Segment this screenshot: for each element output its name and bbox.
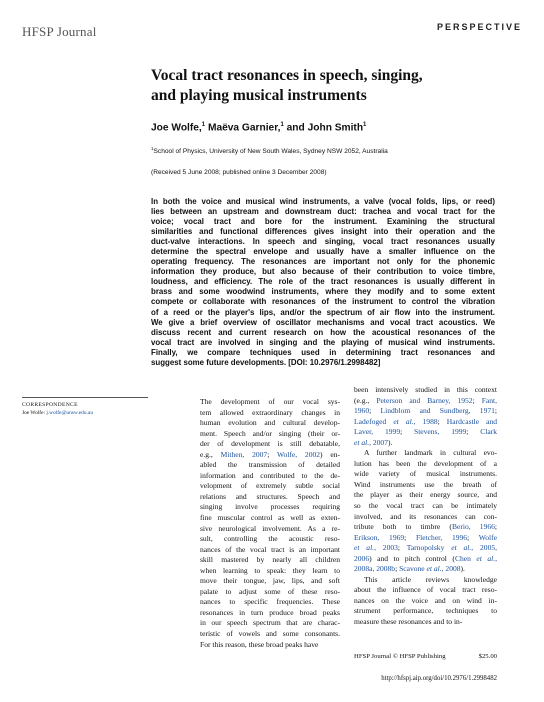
body-text: der of development is still debatable, bbox=[200, 439, 340, 449]
footer-journal: HFSP Journal © HFSP Publishing bbox=[354, 653, 446, 660]
body-line bbox=[354, 522, 497, 533]
body-line bbox=[200, 608, 340, 619]
body-text: e.g., bbox=[200, 449, 221, 459]
body-text: been intensively studied in this context bbox=[354, 385, 497, 394]
body-text: sult, controlling the acoustic reso- bbox=[200, 534, 340, 544]
body-text: ). bbox=[460, 564, 465, 574]
body-line bbox=[200, 397, 340, 408]
body-line bbox=[354, 554, 497, 565]
author-affiliation-mark: 1 bbox=[363, 122, 367, 128]
correspondence-name: Joe Wolfe: bbox=[22, 410, 47, 416]
citation-link[interactable]: Wolfe bbox=[478, 532, 497, 542]
body-text: the player as their energy source, and bbox=[354, 490, 497, 500]
body-line bbox=[354, 396, 497, 407]
section-label: PERSPECTIVE bbox=[436, 22, 522, 32]
abstract-line: voice; vocal tract and bore for the instrument. Examining the structural bbox=[151, 217, 495, 227]
body-text: human evolution and cultural develop- bbox=[200, 418, 340, 428]
body-text: ; bbox=[395, 564, 400, 574]
citation-link[interactable]: Wolfe, 2002 bbox=[276, 449, 321, 459]
body-text: nances to specific frequencies. These bbox=[200, 597, 340, 607]
abstract-line: brass and some woodwind instruments, where they modify and to some extent bbox=[151, 287, 495, 297]
author-affiliation-mark: 1 bbox=[201, 122, 206, 128]
body-text: ; bbox=[494, 406, 497, 416]
body-line bbox=[200, 450, 340, 461]
citation-link[interactable]: , 2007 bbox=[369, 437, 388, 447]
body-text: ). bbox=[387, 437, 393, 447]
body-line bbox=[200, 576, 340, 587]
affiliation-text: School of Physics, University of New South Wales, Sydney NSW 2052, Australia bbox=[153, 148, 388, 156]
body-text: ; bbox=[404, 532, 416, 542]
author-name: and John Smith bbox=[286, 122, 364, 134]
body-line bbox=[200, 524, 340, 535]
body-text: ; bbox=[400, 427, 415, 437]
body-text: The development of our vocal sys- bbox=[200, 397, 340, 406]
citation-link[interactable]: , 1988 bbox=[413, 416, 438, 426]
body-line bbox=[200, 471, 340, 482]
body-line bbox=[354, 512, 497, 523]
body-text: wide variety of musical instruments. bbox=[354, 469, 497, 479]
body-text: measure these resonances and to in- bbox=[354, 617, 463, 627]
body-line bbox=[200, 429, 340, 440]
body-text: skill mastered by nearly all children bbox=[200, 555, 340, 565]
body-line bbox=[200, 513, 340, 524]
body-line bbox=[200, 418, 340, 429]
body-text: ; bbox=[466, 427, 481, 437]
body-text: ; bbox=[397, 543, 407, 553]
body-line bbox=[354, 575, 497, 586]
citation-link[interactable]: , bbox=[495, 553, 497, 563]
body-text: Wind instruments use the breath of bbox=[354, 479, 497, 489]
body-line bbox=[354, 469, 497, 480]
abstract-line: vocal tract are involved in singing and the playing of musical wind instruments. bbox=[151, 337, 495, 347]
abstract-line: duct-valve interactions. In speech and singing, vocal tract resonances usually bbox=[151, 237, 495, 247]
author-list bbox=[151, 122, 366, 133]
body-line bbox=[200, 492, 340, 503]
title-line: Vocal tract resonances in speech, singing, bbox=[151, 67, 423, 84]
body-line bbox=[354, 543, 497, 554]
body-text: singing involve processes requiring bbox=[200, 502, 340, 512]
abstract-line: Finally, we compare techniques used in determining tract resonances and bbox=[151, 347, 495, 357]
body-text: ) and to pitch control ( bbox=[369, 553, 455, 563]
abstract-line: discuss recent and current research on how the acoustical resonances of the bbox=[151, 327, 495, 337]
abstract-line: information they produce, but also because of their contribution to voice timbre, bbox=[151, 267, 495, 277]
body-column-right bbox=[354, 385, 497, 628]
body-line bbox=[354, 480, 497, 491]
citation-link[interactable]: Tarnopolsky bbox=[406, 543, 452, 553]
body-line bbox=[354, 596, 497, 607]
body-text: move their tongue, jaw, lips, and soft bbox=[200, 576, 340, 586]
body-text: fine muscular control as well as exten- bbox=[200, 513, 340, 523]
body-line bbox=[354, 459, 497, 470]
citation-link[interactable]: Fletcher, 1996 bbox=[415, 532, 468, 542]
body-text: relations and structures. Speech and bbox=[200, 491, 340, 501]
body-line bbox=[200, 587, 340, 598]
body-line bbox=[354, 448, 497, 459]
body-text: about the influence of vocal tract reso- bbox=[354, 585, 497, 595]
body-line bbox=[200, 408, 340, 419]
body-line bbox=[354, 606, 497, 617]
body-line bbox=[200, 629, 340, 640]
body-text: teristic of vowels and some consonants. bbox=[200, 629, 340, 639]
abstract-line: similarities and functional differences gives insight into their operation and the bbox=[151, 227, 495, 237]
body-line bbox=[200, 618, 340, 629]
body-line bbox=[200, 534, 340, 545]
abstract-line: We give a brief overview of oscillator mechanisms and vocal tract acoustics. We bbox=[151, 317, 495, 327]
doi-url[interactable]: http://hfspj.aip.org/doi/10.2976/1.2998482 bbox=[381, 675, 497, 682]
abstract-line: suggest some future developments. [DOI: 10.2976/1.2998482] bbox=[151, 357, 381, 367]
body-line bbox=[200, 566, 340, 577]
body-line bbox=[200, 481, 340, 492]
citation-link[interactable]: Stevens, 1999 bbox=[414, 427, 467, 437]
citation-link[interactable]: et al. bbox=[393, 416, 414, 426]
body-line bbox=[200, 460, 340, 471]
citation-link[interactable]: et al. bbox=[354, 437, 370, 447]
body-line bbox=[200, 555, 340, 566]
body-text: involved, and its resonances can con- bbox=[354, 511, 497, 521]
body-text: For this reason, these broad peaks have bbox=[200, 639, 319, 649]
citation-link[interactable]: et al. bbox=[426, 564, 442, 574]
body-line bbox=[354, 438, 497, 449]
citation-link[interactable]: 2008a, 2008b bbox=[354, 564, 396, 574]
citation-link[interactable]: , 2003 bbox=[374, 543, 398, 553]
affiliation-mark: 1 bbox=[151, 146, 154, 151]
body-line bbox=[354, 427, 497, 438]
citation-link[interactable]: et al. bbox=[451, 543, 472, 553]
citation-link[interactable]: Erikson, 1969 bbox=[354, 532, 405, 542]
body-line bbox=[354, 617, 497, 628]
footer-price: $25.00 bbox=[478, 653, 497, 660]
body-text: A further landmark in cultural evo- bbox=[364, 448, 497, 458]
body-text: ; bbox=[494, 522, 497, 532]
body-text: ; bbox=[437, 416, 447, 426]
body-text: when learning to speak: they learn to bbox=[200, 565, 340, 575]
body-line bbox=[354, 564, 497, 575]
body-text: ; bbox=[467, 532, 479, 542]
body-line bbox=[200, 597, 340, 608]
citation-link[interactable]: , 2008 bbox=[441, 564, 461, 574]
citation-link[interactable]: Peterson and Barney, 1952 bbox=[376, 395, 473, 405]
body-line bbox=[354, 490, 497, 501]
correspondence-email[interactable]: j.wolfe@unsw.edu.au bbox=[46, 410, 94, 416]
body-text: lution has been the development of a bbox=[354, 458, 497, 468]
article-title bbox=[151, 66, 491, 106]
body-text: ; bbox=[472, 395, 482, 405]
citation-link[interactable]: Clark bbox=[480, 427, 497, 437]
citation-link[interactable]: Ladefoged bbox=[354, 416, 394, 426]
abstract-line: lies between an upstream and downstream duct: trachea and vocal tract for the bbox=[151, 207, 495, 217]
correspondence-divider bbox=[22, 397, 148, 398]
body-text: so the vocal tract can be intimately bbox=[354, 501, 497, 511]
body-text: palate to adjust some of these reso- bbox=[200, 586, 340, 596]
citation-link[interactable]: 2006 bbox=[354, 553, 370, 563]
body-text: velopment of extremely subtle social bbox=[200, 481, 340, 491]
citation-link[interactable]: , 2005, bbox=[471, 543, 498, 553]
journal-name: HFSP Journal bbox=[22, 24, 97, 39]
body-text: resonances in turn produce broad peaks bbox=[200, 607, 340, 617]
abstract-line: operating frequency. The resonances are important not only for the phonemic bbox=[151, 257, 495, 267]
body-text: nances of the vocal tract is an important bbox=[200, 544, 340, 554]
abstract bbox=[151, 197, 495, 368]
body-line bbox=[354, 406, 497, 417]
affiliation bbox=[151, 146, 388, 155]
body-line bbox=[200, 545, 340, 556]
body-text: strument performance, techniques to bbox=[354, 606, 497, 616]
body-column-left bbox=[200, 397, 340, 650]
author-affiliation-mark: 1 bbox=[280, 122, 284, 128]
body-line bbox=[354, 417, 497, 428]
body-line bbox=[354, 385, 497, 396]
body-line bbox=[200, 502, 340, 513]
publication-dates: (Received 5 June 2008; published online 3 December 2008) bbox=[151, 169, 327, 176]
correspondence-heading: CORRESPONDENCE bbox=[22, 402, 78, 408]
abstract-line: loudness, and efficiency. The role of the tract resonances is usually different in bbox=[151, 277, 495, 287]
citation-link[interactable]: Hardcastle and bbox=[446, 416, 498, 426]
body-line bbox=[354, 501, 497, 512]
citation-link[interactable]: 1960 bbox=[354, 406, 370, 416]
body-text: information and contributed to the de- bbox=[200, 470, 340, 480]
citation-link[interactable]: Berio, 1966 bbox=[451, 522, 495, 532]
citation-link[interactable]: Laver, 1999 bbox=[354, 427, 401, 437]
citation-link[interactable]: Fant, bbox=[481, 395, 497, 405]
body-line bbox=[354, 585, 497, 596]
citation-link[interactable]: Chen bbox=[454, 553, 477, 563]
abstract-line: determine the spectral envelope and usually have a smaller influence on the bbox=[151, 247, 495, 257]
abstract-line: of a reed or the player's lips, and/or the spectrum of air flow into the instrument. bbox=[151, 307, 495, 317]
body-text: ) en- bbox=[320, 449, 340, 459]
body-line bbox=[354, 533, 497, 544]
body-text: tem allowed extraordinary changes in bbox=[200, 407, 340, 417]
body-text: ment. Speech and/or singing (their or- bbox=[200, 428, 340, 438]
body-text: tribute both to timbre ( bbox=[354, 522, 452, 532]
citation-link[interactable]: et al. bbox=[476, 553, 496, 563]
author-name: Maëva Garnier, bbox=[207, 122, 281, 134]
body-line bbox=[200, 439, 340, 450]
citation-link[interactable]: et al. bbox=[354, 543, 375, 553]
body-text: ; bbox=[267, 449, 277, 459]
citation-link[interactable]: Scavone bbox=[399, 564, 427, 574]
body-text: in our speech spectrum that are charac- bbox=[200, 618, 340, 628]
body-text: sive neurological involvement. As a re- bbox=[200, 523, 340, 533]
author-name: Joe Wolfe, bbox=[151, 122, 202, 134]
body-text: abled the transmission of detailed bbox=[200, 460, 340, 470]
citation-link[interactable]: Mithen, 2007 bbox=[220, 449, 268, 459]
abstract-line: In both the voice and musical wind instruments, a valve (vocal folds, lips, or reed) bbox=[151, 197, 495, 206]
body-text: nances on the voice and on wind in- bbox=[354, 595, 497, 605]
title-line: and playing musical instruments bbox=[151, 87, 367, 104]
abstract-line: compete or collaborate with resonances of the instrument to control the vibration bbox=[151, 297, 495, 307]
correspondence-text bbox=[22, 410, 93, 416]
body-text: This article reviews knowledge bbox=[364, 574, 497, 584]
body-text: ; bbox=[369, 406, 381, 416]
body-text: (e.g., bbox=[354, 395, 377, 405]
body-line bbox=[200, 640, 340, 651]
citation-link[interactable]: Lindblom and Sundberg, 1971 bbox=[380, 406, 495, 416]
